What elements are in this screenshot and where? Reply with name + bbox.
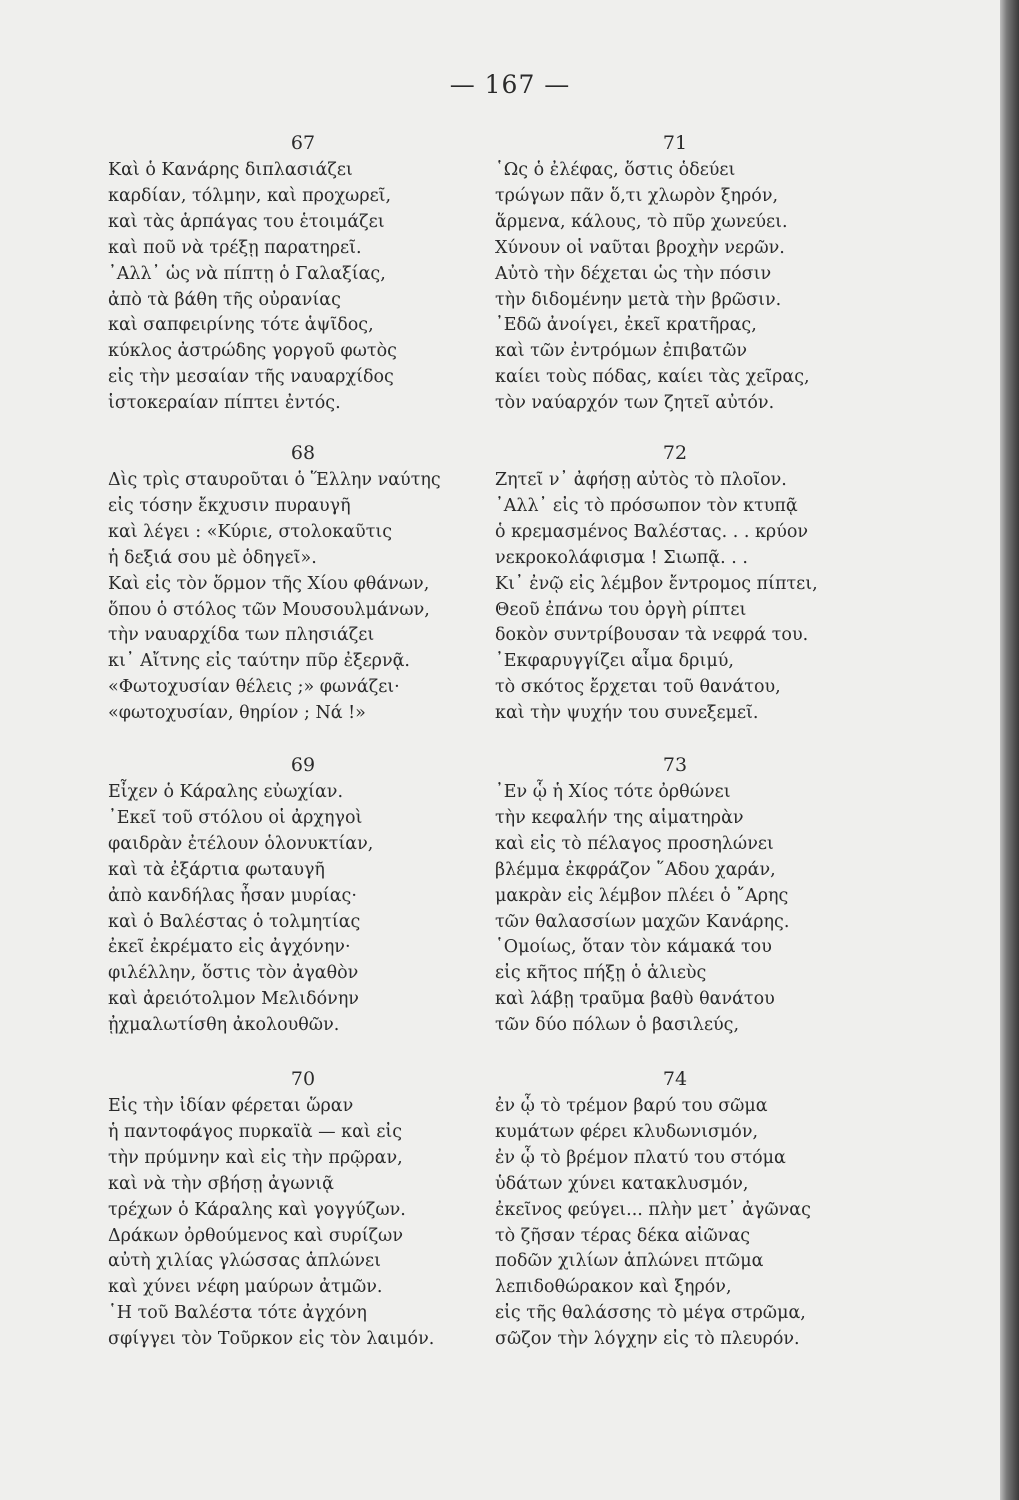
verse-line: ᾿Εκεῖ τοῦ στόλου οἱ ἀρχηγοὶ [108,807,363,828]
page-number: — 167 — [449,70,571,99]
verse-line: Καὶ εἰς τὸν ὅρμον τῆς Χίου φθάνων, [108,573,430,594]
verse-line: ᾿Αλλ᾿ ὡς νὰ πίπτῃ ὁ Γαλαξίας, [108,263,386,284]
verse-line: καὶ λέγει : «Κύριε, στολοκαῦτις [108,521,393,542]
verse-line: Δὶς τρὶς σταυροῦται ὁ Ἕλλην ναύτης [108,470,441,490]
stanza-number: 69 [290,754,316,776]
verse-line: ἐν ᾧ τὸ βρέμον πλατύ του στόμα [495,1147,786,1168]
verse-line: ᾿Εκφαρυγγίζει αἷμα δριμύ, [495,651,734,672]
verse-line: καὶ τῶν ἐντρόμων ἐπιβατῶν [495,341,747,362]
verse-line: ᾿Εν ᾧ ἡ Χίος τότε ὀρθώνει [495,782,731,802]
verse-line: εἰς τῆς θαλάσσης τὸ μέγα στρῶμα, [495,1303,806,1324]
verse-line: καὶ ὁ Βαλέστας ὁ τολμητίας [108,911,361,932]
stanza [495,750,855,1039]
verse-line: κι᾿ Αἴτνης εἰς ταύτην πῦρ ἐξερνᾷ. [108,651,410,672]
verse-line: τρέχων ὁ Κάραλης καὶ γογγύζων. [108,1199,406,1220]
verse-line: ἐκεῖνος φεύγει... πλὴν μετ᾿ ἀγῶνας [495,1199,811,1220]
verse-line: Αὐτὸ τὴν δέχεται ὡς τὴν πόσιν [495,263,772,284]
stanza [108,128,498,417]
verse-line: ἀπὸ κανδήλας ἦσαν μυρίας· [108,885,357,906]
verse-line: Δράκων ὀρθούμενος καὶ συρίζων [108,1225,403,1246]
stanza [108,1064,498,1353]
stanza-number: 74 [662,1068,688,1090]
verse-line: φιλέλλην, ὅστις τὸν ἀγαθὸν [108,963,359,984]
verse-line: τρώγων πᾶν ὅ,τι χλωρὸν ξηρόν, [495,185,779,206]
verse-line: δοκὸν συντρίβουσαν τὰ νεφρά του. [495,625,809,646]
verse-line: καὶ τὰ ἐξάρτια φωταυγῆ [108,859,325,880]
verse-line: ὁ κρεμασμένος Βαλέστας. . . κρύον [495,521,809,542]
verse-line: καὶ σαπφειρίνης τότε ἁψῖδος, [108,315,374,336]
verse-line: τῶν δύο πόλων ὁ βασιλεύς, [495,1015,740,1036]
verse-line: Κι᾿ ἐνῷ εἰς λέμβον ἔντρομος πίπτει, [495,573,818,594]
stanza-number: 67 [290,132,316,154]
stanza [495,1064,855,1353]
verse-line: καρδίαν, τόλμην, καὶ προχωρεῖ, [108,185,392,206]
verse-line: μακρὰν εἰς λέμβον πλέει ὁ ῎Αρης [495,885,789,906]
stanza-number: 68 [290,442,316,464]
verse-line: τὴν πρύμνην καὶ εἰς τὴν πρῷραν, [108,1147,403,1168]
verse-line: τὴν ναυαρχίδα των πλησιάζει [108,625,375,646]
stanza [495,438,855,727]
verse-line: ἐν ᾧ τὸ τρέμον βαρύ του σῶμα [495,1096,768,1116]
verse-line: ποδῶν χιλίων ἁπλώνει πτῶμα [495,1251,764,1272]
verse-line: Εἶχεν ὁ Κάραλης εὐωχίαν. [108,782,344,802]
verse-line: τὸ σκότος ἔρχεται τοῦ θανάτου, [495,677,781,698]
verse-line: καὶ χύνει νέφη μαύρων ἀτμῶν. [108,1277,383,1298]
verse-line: καὶ τὰς ἁρπάγας του ἑτοιμάζει [108,211,385,232]
verse-line: ἱστοκεραίαν πίπτει ἐντός. [108,393,341,414]
verse-line: λεπιδοθώρακον καὶ ξηρόν, [495,1277,732,1298]
verse-line: καὶ τὴν ψυχήν του συνεξεμεῖ. [495,703,759,724]
verse-line: καὶ νὰ τὴν σβήσῃ ἀγωνιᾷ [108,1173,334,1194]
verse-line: ἡ δεξιά σου μὲ ὁδηγεῖ». [108,547,317,568]
verse-line: τῶν θαλασσίων μαχῶν Κανάρης. [495,911,790,932]
verse-line: βλέμμα ἐκφράζον ῞Αδου χαράν, [495,859,776,880]
verse-line: Ζητεῖ ν᾿ ἀφήσῃ αὐτὸς τὸ πλοῖον. [495,470,787,490]
verse-line: ὑδάτων χύνει κατακλυσμόν, [495,1173,749,1194]
verse-line: εἰς τόσην ἔκχυσιν πυραυγῆ [108,495,351,516]
verse-line: ἀπὸ τὰ βάθη τῆς οὐρανίας [108,289,341,310]
verse-line: ᾐχμαλωτίσθη ἀκολουθῶν. [108,1015,340,1036]
verse-line: σφίγγει τὸν Τοῦρκον εἰς τὸν λαιμόν. [108,1329,435,1350]
verse-line: Χύνουν οἱ ναῦται βροχὴν νερῶν. [495,237,785,258]
stanza-number: 72 [662,442,688,464]
verse-line: Εἰς τὴν ἰδίαν φέρεται ὥραν [108,1096,354,1116]
verse-line: καὶ λάβῃ τραῦμα βαθὺ θανάτου [495,989,775,1010]
verse-line: εἰς τὴν μεσαίαν τῆς ναυαρχίδος [108,367,394,388]
verse-line: ᾿Εδῶ ἀνοίγει, ἐκεῖ κρατῆρας, [495,315,757,336]
stanza [495,128,855,417]
stanza-number: 73 [662,754,688,776]
verse-line: τὸ ζῆσαν τέρας δέκα αἰῶνας [495,1225,751,1246]
verse-line: αὐτὴ χιλίας γλώσσας ἁπλώνει [108,1251,381,1272]
verse-line: φαιδρὰν ἐτέλουν ὁλονυκτίαν, [108,833,374,854]
verse-line: ἅρμενα, κάλους, τὸ πῦρ χωνεύει. [495,211,788,232]
verse-line: τὴν διδομένην μετὰ τὴν βρῶσιν. [495,289,782,310]
verse-line: τὴν κεφαλήν της αἱματηρὰν [495,807,744,828]
verse-line: καὶ ποῦ νὰ τρέξῃ παρατηρεῖ. [108,237,362,258]
verse-line: ᾿Αλλ᾿ εἰς τὸ πρόσωπον τὸν κτυπᾷ [495,495,798,516]
verse-line: κυμάτων φέρει κλυδωνισμόν, [495,1121,759,1142]
verse-line: ὅπου ὁ στόλος τῶν Μουσουλμάνων, [108,599,430,620]
verse-line: καὶ ἀρειότολμον Μελιδόνην [108,989,359,1010]
verse-line: σῶζον τὴν λόγχην εἰς τὸ πλευρόν. [495,1329,800,1350]
verse-line: τὸν ναύαρχόν των ζητεῖ αὐτόν. [495,393,775,414]
stanza-number: 70 [290,1068,316,1090]
verse-line: εἰς κῆτος πήξῃ ὁ ἁλιεὺς [495,963,707,984]
verse-line: Θεοῦ ἐπάνω του ὀργὴ ρίπτει [495,599,747,620]
verse-line: νεκροκολάφισμα ! Σιωπᾷ. . . [495,547,748,568]
verse-line: καίει τοὺς πόδας, καίει τὰς χεῖρας, [495,367,810,388]
stanza-number: 71 [662,132,688,154]
verse-line: ἡ παντοφάγος πυρκαϊὰ — καὶ εἰς [108,1121,403,1142]
verse-line: «Φωτοχυσίαν θέλεις ;» φωνάζει· [108,677,400,698]
verse-line: ῾Ομοίως, ὅταν τὸν κάμακά του [495,937,772,958]
verse-line: καὶ εἰς τὸ πέλαγος προσηλώνει [495,833,774,854]
verse-line: ῾Η τοῦ Βαλέστα τότε ἀγχόνη [108,1303,367,1324]
verse-line: Καὶ ὁ Κανάρης διπλασιάζει [108,160,353,180]
verse-line: ῾Ως ὁ ἐλέφας, ὅστις ὁδεύει [495,160,736,180]
stanza [108,750,498,1039]
verse-line: κύκλος ἀστρώδης γοργοῦ φωτὸς [108,341,397,362]
book-binding-edge [1000,0,1019,1500]
verse-line: «φωτοχυσίαν, θηρίον ; Νά !» [108,703,366,724]
verse-line: ἐκεῖ ἐκρέματο εἰς ἀγχόνην· [108,937,351,958]
stanza [108,438,498,727]
